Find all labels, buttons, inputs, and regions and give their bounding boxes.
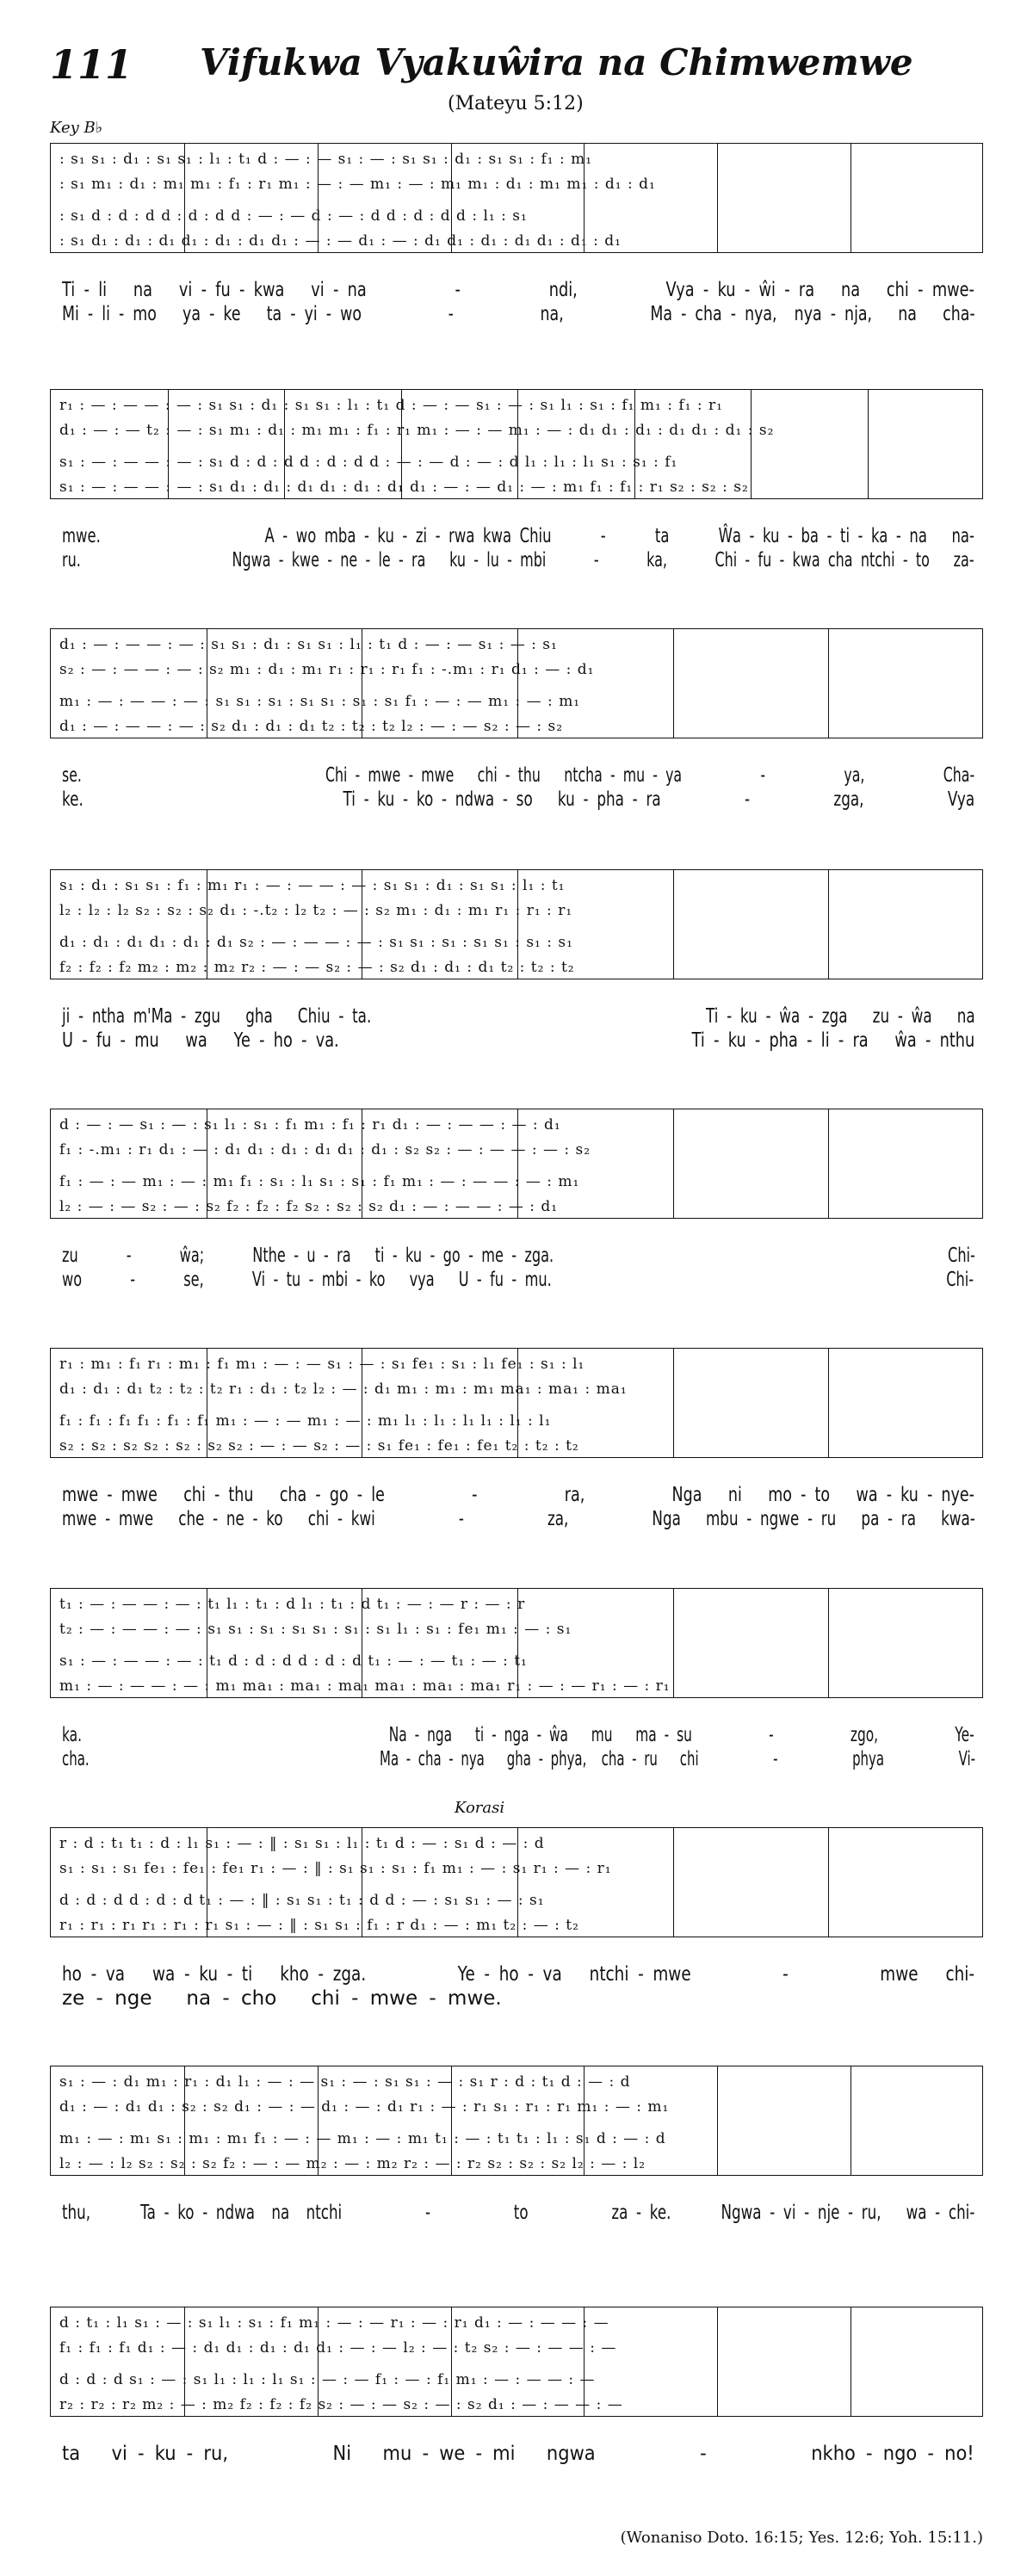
chorus-label: Korasi bbox=[455, 1799, 505, 1817]
solfa-line: m₁ : — : — — : — : m₁ ma₁ : ma₁ : ma₁ ma₁ : ma₁ : ma₁ r₁ : — : — r₁ : — : r₁ bbox=[59, 1677, 671, 1695]
lyric-line: Ti - li na vi - fu - kwa vi - na - ndi, Vya - ku - ŵi - ra na chi - mwe- bbox=[62, 279, 974, 301]
hymn-number: 111 bbox=[50, 41, 133, 88]
solfa-line: d₁ : — : — t₂ : — : s₁ m₁ : d₁ : m₁ m₁ : f₁ : r₁ m₁ : — : — m₁ : — : d₁ d₁ : d₁ : d₁ d₁ : d₁ : s₂ bbox=[59, 422, 775, 439]
lyric-line: thu, Ta - ko - ndwa na ntchi - to za - ke. Ngwa - vi - nje - ru, wa - chi- bbox=[62, 2202, 975, 2224]
music-system bbox=[50, 628, 983, 738]
solfa-line: d₁ : — : — — : — : s₂ d₁ : d₁ : d₁ t₂ : t₂ : t₂ l₂ : — : — s₂ : — : s₂ bbox=[59, 718, 564, 735]
lyric-line: ta vi - ku - ru, Ni mu - we - mi ngwa - nkho - ngo - no! bbox=[62, 2443, 974, 2465]
bar-line bbox=[751, 390, 752, 498]
solfa-line: s₂ : — : — — : — : s₂ m₁ : d₁ : m₁ r₁ : r₁ : r₁ f₁ : -.m₁ : r₁ d₁ : — : d₁ bbox=[59, 661, 595, 678]
solfa-line: s₁ : — : d₁ m₁ : r₁ : d₁ l₁ : — : — s₁ : — : s₁ s₁ : — : s₁ r : d : t₁ d : — : d bbox=[59, 2073, 631, 2091]
music-system bbox=[50, 869, 983, 979]
music-system bbox=[50, 2307, 983, 2417]
key-signature: Key B♭ bbox=[50, 119, 103, 137]
solfa-line: : s₁ d₁ : d₁ : d₁ d₁ : d₁ : d₁ d₁ : — : — d₁ : — : d₁ d₁ : d₁ : d₁ d₁ : d₁ : d₁ bbox=[59, 232, 622, 250]
solfa-line: f₁ : -.m₁ : r₁ d₁ : — : d₁ d₁ : d₁ : d₁ d₁ : d₁ : s₂ s₂ : — : — — : — : s₂ bbox=[59, 1141, 591, 1158]
hymn-title: Vifukwa Vyakuŵira na Chimwemwe bbox=[200, 41, 913, 83]
lyric-line: mwe - mwe chi - thu cha - go - le - ra, Nga ni mo - to wa - ku - nye- bbox=[62, 1484, 974, 1506]
solfa-line: d : t₁ : l₁ s₁ : — : s₁ l₁ : s₁ : f₁ m₁ : — : — r₁ : — : r₁ d₁ : — : — — : — bbox=[59, 2314, 609, 2332]
solfa-line: s₂ : s₂ : s₂ s₂ : s₂ : s₂ s₂ : — : — s₂ : — : s₁ fe₁ : fe₁ : fe₁ t₂ : t₂ : t₂ bbox=[59, 1437, 579, 1455]
solfa-line: d : d : d d : d : d t₁ : — : ‖ : s₁ s₁ : t₁ : d d : — : s₁ s₁ : — : s₁ bbox=[59, 1892, 545, 1909]
bar-line bbox=[717, 2307, 718, 2416]
solfa-line: s₁ : d₁ : s₁ s₁ : f₁ : m₁ r₁ : — : — — : — : s₁ s₁ : d₁ : s₁ s₁ : l₁ : t₁ bbox=[59, 877, 566, 894]
solfa-line: d₁ : — : — — : — : s₁ s₁ : d₁ : s₁ s₁ : l₁ : t₁ d : — : — s₁ : — : s₁ bbox=[59, 636, 558, 653]
bar-line bbox=[868, 390, 869, 498]
solfa-line: r : d : t₁ t₁ : d : l₁ s₁ : — : ‖ : s₁ s₁ : l₁ : t₁ d : — : s₁ d : — : d bbox=[59, 1835, 545, 1852]
solfa-line: r₁ : m₁ : f₁ r₁ : m₁ : f₁ m₁ : — : — s₁ : — : s₁ fe₁ : s₁ : l₁ fe₁ : s₁ : l₁ bbox=[59, 1356, 585, 1373]
solfa-line: : s₁ m₁ : d₁ : m₁ m₁ : f₁ : r₁ m₁ : — : — m₁ : — : m₁ m₁ : d₁ : m₁ m₁ : d₁ : d₁ bbox=[59, 176, 656, 193]
scripture-reference: (Mateyu 5:12) bbox=[448, 93, 584, 114]
solfa-line: f₁ : f₁ : f₁ d₁ : — : d₁ d₁ : d₁ : d₁ d₁ : — : — l₂ : — : t₂ s₂ : — : — — : — bbox=[59, 2339, 617, 2357]
solfa-line: m₁ : — : m₁ s₁ : m₁ : m₁ f₁ : — : — m₁ : — : m₁ t₁ : — : t₁ t₁ : l₁ : s₁ d : — : d bbox=[59, 2130, 666, 2147]
lyric-line: Mi - li - mo ya - ke ta - yi - wo - na, Ma - cha - nya, nya - nja, na cha- bbox=[62, 303, 975, 325]
solfa-line: s₁ : — : — — : — : s₁ d₁ : d₁ : d₁ d₁ : d₁ : d₁ d₁ : — : — d₁ : — : m₁ f₁ : f₁ : r₁ s₂ : s₂ : s₂ bbox=[59, 479, 749, 496]
bar-line bbox=[673, 629, 674, 738]
solfa-line: r₂ : r₂ : r₂ m₂ : — : m₂ f₂ : f₂ : f₂ s₂ : — : — s₂ : — : s₂ d₁ : — : — — : — bbox=[59, 2396, 623, 2413]
solfa-line: t₂ : — : — — : — : s₁ s₁ : s₁ : s₁ s₁ : s₁ : s₁ l₁ : s₁ : fe₁ m₁ : — : s₁ bbox=[59, 1621, 572, 1638]
lyric-line: cha. Ma - cha - nya gha - phya, cha - ru chi - phya Vi- bbox=[62, 1748, 976, 1770]
solfa-line: f₁ : f₁ : f₁ f₁ : f₁ : f₁ m₁ : — : — m₁ : — : m₁ l₁ : l₁ : l₁ l₁ : l₁ : l₁ bbox=[59, 1412, 552, 1430]
lyric-line: wo - se, Vi - tu - mbi - ko vya U - fu - mu. Chi- bbox=[62, 1269, 974, 1291]
cross-references: (Wonaniso Doto. 16:15; Yes. 12:6; Yoh. 15:11.) bbox=[620, 2529, 983, 2547]
solfa-line: f₂ : f₂ : f₂ m₂ : m₂ : m₂ r₂ : — : — s₂ : — : s₂ d₁ : d₁ : d₁ t₂ : t₂ : t₂ bbox=[59, 959, 575, 976]
music-system bbox=[50, 1827, 983, 1937]
lyric-line: ka. Na - nga ti - nga - ŵa mu ma - su - zgo, Ye- bbox=[62, 1724, 974, 1746]
bar-line bbox=[828, 1109, 829, 1218]
solfa-line: l₂ : — : — s₂ : — : s₂ f₂ : f₂ : f₂ s₂ : s₂ : s₂ d₁ : — : — — : — : d₁ bbox=[59, 1198, 559, 1215]
bar-line bbox=[673, 1589, 674, 1697]
bar-line bbox=[673, 1349, 674, 1457]
solfa-line: s₁ : s₁ : s₁ fe₁ : fe₁ : fe₁ r₁ : — : ‖ : s₁ s₁ : s₁ : f₁ m₁ : — : s₁ r₁ : — : r₁ bbox=[59, 1860, 612, 1877]
solfa-line: l₂ : — : l₂ s₂ : s₂ : s₂ f₂ : — : — m₂ : — : m₂ r₂ : — : r₂ s₂ : s₂ : s₂ l₂ : — : l₂ bbox=[59, 2155, 646, 2172]
solfa-line: d₁ : d₁ : d₁ d₁ : d₁ : d₁ s₂ : — : — — : — : s₁ s₁ : s₁ : s₁ s₁ : s₁ : s₁ bbox=[59, 934, 573, 951]
solfa-line: t₁ : — : — — : — : t₁ l₁ : t₁ : d l₁ : t₁ : d t₁ : — : — r : — : r bbox=[59, 1596, 526, 1613]
music-system bbox=[50, 1109, 983, 1219]
solfa-line: l₂ : l₂ : l₂ s₂ : s₂ : s₂ d₁ : -.t₂ : l₂ t₂ : — : s₂ m₁ : d₁ : m₁ r₁ : r₁ : r₁ bbox=[59, 902, 573, 919]
solfa-line: d₁ : — : d₁ d₁ : s₂ : s₂ d₁ : — : — d₁ : — : d₁ r₁ : — : r₁ s₁ : r₁ : r₁ m₁ : — : m₁ bbox=[59, 2098, 670, 2116]
music-system bbox=[50, 2066, 983, 2176]
solfa-line: : s₁ d : d : d d : d : d d : — : — d : — : d d : d : d d : l₁ : s₁ bbox=[59, 207, 528, 225]
bar-line bbox=[673, 1828, 674, 1937]
music-system bbox=[50, 1588, 983, 1698]
lyric-line: ru. Ngwa - kwe - ne - le - ra ku - lu - mbi - ka, Chi - fu - kwa cha ntchi - to za- bbox=[62, 549, 974, 571]
solfa-line: s₁ : — : — — : — : t₁ d : d : d d : d : d t₁ : — : — t₁ : — : t₁ bbox=[59, 1652, 528, 1670]
solfa-line: f₁ : — : — m₁ : — : m₁ f₁ : s₁ : l₁ s₁ : s₁ : f₁ m₁ : — : — — : — : m₁ bbox=[59, 1173, 580, 1190]
lyric-line: ze - nge na - cho chi - mwe - mwe. bbox=[62, 1987, 502, 2010]
solfa-line: : s₁ s₁ : d₁ : s₁ s₁ : l₁ : t₁ d : — : — s₁ : — : s₁ s₁ : d₁ : s₁ s₁ : f₁ : m₁ bbox=[59, 151, 593, 168]
solfa-line: d₁ : d₁ : d₁ t₂ : t₂ : t₂ r₁ : d₁ : t₂ l₂ : — : d₁ m₁ : m₁ : m₁ ma₁ : ma₁ : ma₁ bbox=[59, 1381, 628, 1398]
music-system bbox=[50, 389, 983, 499]
bar-line bbox=[673, 1109, 674, 1218]
solfa-line: r₁ : — : — — : — : s₁ s₁ : d₁ : s₁ s₁ : l₁ : t₁ d : — : — s₁ : — : s₁ l₁ : s₁ : f₁ m₁ : f₁ : r₁ bbox=[59, 397, 723, 414]
solfa-line: m₁ : — : — — : — : s₁ s₁ : s₁ : s₁ s₁ : s₁ : s₁ f₁ : — : — m₁ : — : m₁ bbox=[59, 693, 581, 710]
solfa-line: d : — : — s₁ : — : s₁ l₁ : s₁ : f₁ m₁ : f₁ : r₁ d₁ : — : — — : — : d₁ bbox=[59, 1116, 561, 1134]
lyric-line: mwe - mwe che - ne - ko chi - kwi - za, Nga mbu - ngwe - ru pa - ra kwa- bbox=[62, 1508, 975, 1530]
bar-line bbox=[673, 870, 674, 979]
lyric-line: zu - ŵa; Nthe - u - ra ti - ku - go - me - zga. Chi- bbox=[62, 1245, 975, 1267]
bar-line bbox=[828, 1589, 829, 1697]
bar-line bbox=[828, 1828, 829, 1937]
bar-line bbox=[717, 2066, 718, 2175]
lyric-line: se. Chi - mwe - mwe chi - thu ntcha - mu - ya - ya, Cha- bbox=[62, 764, 975, 787]
lyric-line: ho - va wa - ku - ti kho - zga. Ye - ho - va ntchi - mwe - mwe chi- bbox=[62, 1963, 975, 1986]
solfa-line: s₁ : — : — — : — : s₁ d : d : d d : d : d d : — : — d : — : d l₁ : l₁ : l₁ s₁ : s₁ : f₁ bbox=[59, 454, 678, 471]
lyric-line: U - fu - mu wa Ye - ho - va. Ti - ku - pha - li - ra ŵa - nthu bbox=[62, 1029, 975, 1052]
lyric-line: mwe. A - wo mba - ku - zi - rwa kwa Chiu - ta Ŵa - ku - ba - ti - ka - na na- bbox=[62, 525, 974, 547]
bar-line bbox=[828, 629, 829, 738]
lyric-line: ke. Ti - ku - ko - ndwa - so ku - pha - ra - zga, Vya bbox=[62, 788, 975, 811]
music-system bbox=[50, 143, 983, 253]
solfa-line: r₁ : r₁ : r₁ r₁ : r₁ : r₁ s₁ : — : ‖ : s₁ s₁ : f₁ : r d₁ : — : m₁ t₂ : — : t₂ bbox=[59, 1917, 579, 1934]
bar-line bbox=[828, 1349, 829, 1457]
bar-line bbox=[717, 144, 718, 252]
music-system bbox=[50, 1348, 983, 1458]
solfa-line: d : d : d s₁ : — : s₁ l₁ : l₁ : l₁ s₁ : — : — f₁ : — : f₁ m₁ : — : — — : — bbox=[59, 2371, 596, 2388]
bar-line bbox=[828, 870, 829, 979]
lyric-line: ji - ntha m'Ma - zgu gha Chiu - ta. Ti - ku - ŵa - zga zu - ŵa na bbox=[62, 1005, 975, 1028]
